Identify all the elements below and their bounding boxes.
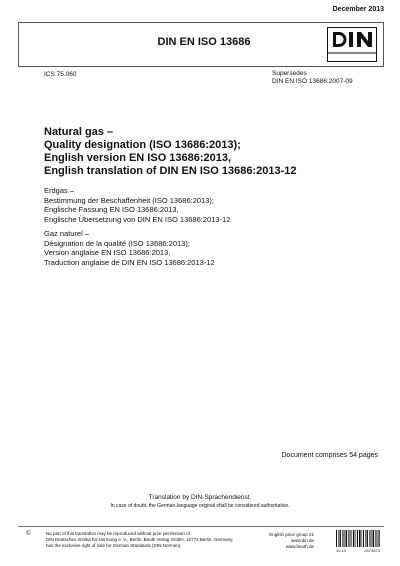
title-line: Erdgas –: [44, 186, 75, 195]
supersedes-standard: DIN EN ISO 13686:2007-09: [272, 78, 353, 85]
copyright-symbol: ©: [26, 531, 31, 537]
copyright-notice: [46, 531, 246, 549]
page-count: Document comprises 54 pages: [281, 452, 378, 459]
ics-code: ICS 75.060: [44, 71, 77, 78]
standard-number: DIN EN ISO 13686: [157, 36, 251, 48]
title-line: Englische Übersetzung von DIN EN ISO 13686:2013-12: [44, 214, 231, 224]
title-line: Englische Fassung EN ISO 13686:2013,: [44, 205, 179, 214]
header-box: [18, 22, 384, 67]
english-title: [44, 126, 364, 178]
title-line: Quality designation (ISO 13686:2013);: [44, 139, 241, 151]
title-line: Désignation de la qualité (ISO 13686:2013);: [44, 238, 190, 248]
publication-date: December 2013: [332, 6, 384, 13]
beuth-link[interactable]: www.beuth.de: [285, 544, 314, 549]
title-line: Version anglaise EN ISO 13686:2013,: [44, 248, 171, 257]
translation-note: Translation by DIN-Sprachendienst.: [148, 494, 252, 501]
copyright-line: DIN Deutsches Institut für Normung e. V., Berlin. Beuth Verlag GmbH, 10772 Berlin, Germany,: [46, 537, 234, 542]
barcode-number: 2073573: [364, 548, 380, 553]
authoritative-note: In case of doubt, the German-language original shall be considered authoritative.: [110, 503, 290, 509]
title-line: Bestimmung der Beschaffenheit (ISO 13686:2013);: [44, 195, 214, 205]
din-logo: [327, 27, 377, 62]
price-group: English price group 21: [269, 532, 314, 537]
title-line: Natural gas –: [44, 126, 114, 138]
barcode-date: 11.13: [336, 548, 346, 553]
title-line: Gaz naturel –: [44, 229, 90, 238]
title-line: English translation of DIN EN ISO 13686:2013-12: [44, 165, 297, 177]
title-line: Traduction anglaise de DIN EN ISO 13686:2013-12: [44, 257, 215, 267]
barcode-numbers: [336, 548, 380, 553]
title-line: English version EN ISO 13686:2013,: [44, 152, 232, 164]
copyright-line: has the exclusive right of sale for German Standards (DIN-Normen).: [46, 543, 182, 548]
price-info: [264, 532, 314, 550]
barcode: [336, 530, 380, 547]
supersedes-label: Supersedes: [272, 70, 307, 77]
french-title: [44, 229, 364, 267]
copyright-line: No part of this translation may be reproduced without prior permission of: [46, 531, 190, 536]
footer-divider: [18, 526, 384, 527]
din-link[interactable]: www.din.de: [290, 538, 314, 543]
german-title: [44, 186, 364, 224]
supersedes-note: [272, 70, 353, 86]
